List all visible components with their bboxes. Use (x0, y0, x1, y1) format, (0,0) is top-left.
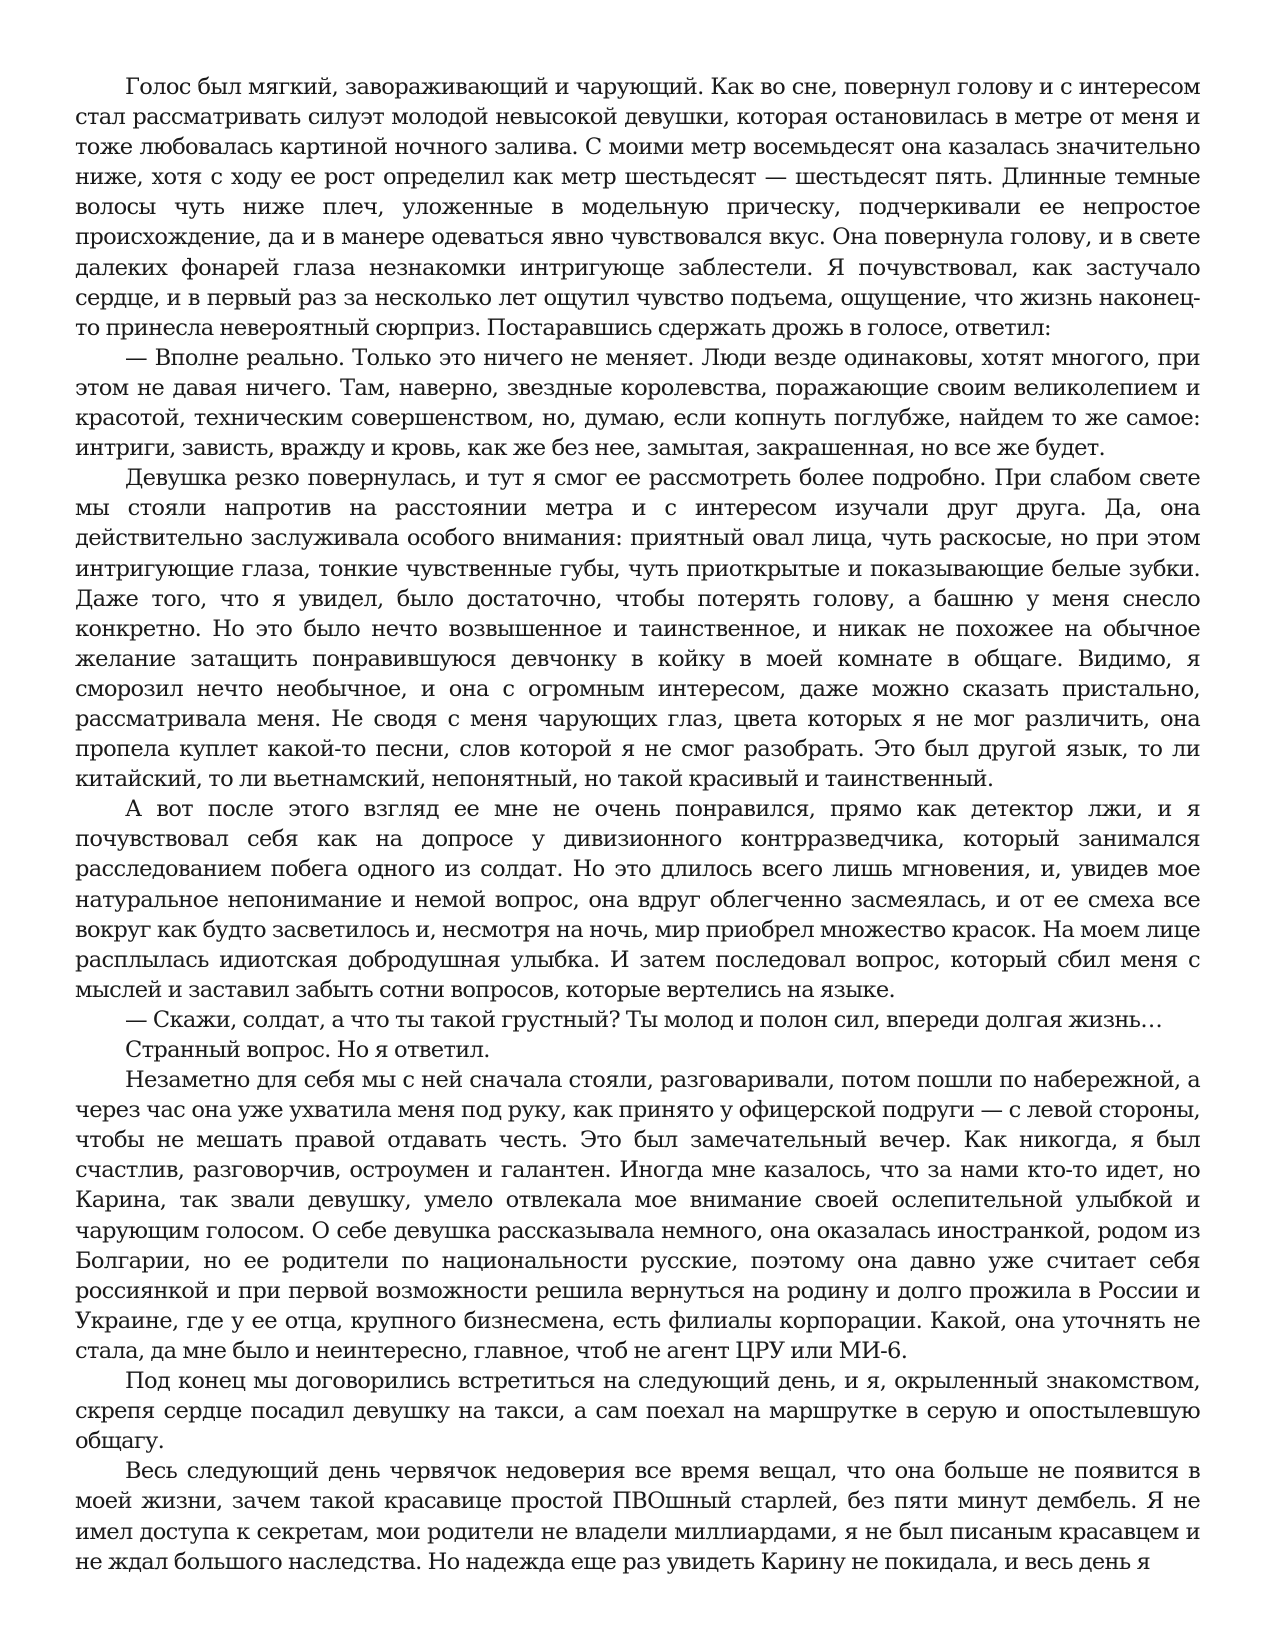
paragraph: Весь следующий день червячок недоверия все время вещал, что она больше не появится в моей жизни, зачем такой красавице простой ПВОшный старлей, без пяти минут дембель. Я не имел доступа к секретам, мои родители не владели миллиардами, я не был писаным красавцем и не ждал большого наследства. Но надежда еще раз увидеть Карину не покидала, и весь день я (75, 1458, 1200, 1575)
paragraph: Голос был мягкий, завораживающий и чарующий. Как во сне, повернул голову и с интересом стал рассматривать силуэт молодой невысокой девушки, которая остановилась в метре от меня и тоже любовалась картиной ночного залива. С моими метр восемьдесят она казалась значительно ниже, хотя с ходу ее рост определил как метр шестьдесят — шестьдесят пять. Длинные темные волосы чуть ниже плеч, уложенные в модельную прическу, подчеркивали ее непростое происхождение, да и в манере одеваться явно чувствовался вкус. Она повернула голову, и в свете далеких фонарей глаза незнакомки интригующе заблестели. Я почувствовал, как застучало сердце, и в первый раз за несколько лет ощутил чувство подъема, ощущение, что жизнь наконец-то принесла невероятный сюрприз. Постаравшись сдержать дрожь в голосе, ответил: (75, 74, 1200, 341)
paragraph: Незаметно для себя мы с ней сначала стояли, разговаривали, потом пошли по набережной, а через час она уже ухватила меня под руку, как принято у офицерской подруги — с левой стороны, чтобы не мешать правой отдавать честь. Это был замечательный вечер. Как никогда, я был счастлив, разговорчив, остроумен и галантен. Иногда мне казалось, что за нами кто-то идет, но Карина, так звали девушку, умело отвлекала мое внимание своей ослепительной улыбкой и чарующим голосом. О себе девушка рассказывала немного, она оказалась иностранкой, родом из Болгарии, но ее родители по национальности русские, поэтому она давно уже считает себя россиянкой и при первой возможности решила вернуться на родину и долго прожила в России и Украине, где у ее отца, крупного бизнесмена, есть филиалы корпорации. Какой, она уточнять не стала, да мне было и неинтересно, главное, чтоб не агент ЦРУ или МИ-6. (75, 1067, 1200, 1364)
paragraph: Странный вопрос. Но я ответил. (125, 1037, 490, 1063)
paragraph: — Скажи, солдат, а что ты такой грустный? Ты молод и полон сил, впереди долгая жизнь… (125, 1006, 1163, 1033)
paragraph: Под конец мы договорились встретиться на следующий день, и я, окрыленный знакомством, скрепя сердце посадил девушку на такси, а сам поехал на маршрутке в серую и опостылевшую общагу. (75, 1368, 1200, 1455)
paragraph: Девушка резко повернулась, и тут я смог ее рассмотреть более подробно. При слабом свете мы стояли напротив на расстоянии метра и с интересом изучали друг друга. Да, она действительно заслуживала особого внимания: приятный овал лица, чуть раскосые, но при этом интригующие глаза, тонкие чувственные губы, чуть приоткрытые и показывающие белые зубки. Даже того, что я увидел, было достаточно, чтобы потерять голову, а башню у меня снесло конкретно. Но это было нечто возвышенное и таинственное, и никак не похожее на обычное желание затащить понравившуюся девчонку в койку в моей комнате в общаге. Видимо, я сморозил нечто необычное, и она с огромным интересом, даже можно сказать пристально, рассматривала меня. Не сводя с меня чарующих глаз, цвета которых я не мог различить, она пропела куплет какой-то песни, слов которой я не смог разобрать. Это был другой язык, то ли китайский, то ли вьетнамский, непонятный, но такой красивый и таинственный. (75, 465, 1200, 793)
document-page (75, 72, 1200, 1577)
paragraph: — Вполне реально. Только это ничего не меняет. Люди везде одинаковы, хотят многого, при этом не давая ничего. Там, наверно, звездные королевства, поражающие своим великолепием и красотой, техническим совершенством, но, думаю, если копнуть поглубже, найдем то же самое: интриги, зависть, вражду и кровь, как же без нее, замытая, закрашенная, но все же будет. (75, 344, 1200, 462)
paragraph: А вот после этого взгляд ее мне не очень понравился, прямо как детектор лжи, и я почувствовал себя как на допросе у дивизионного контрразведчика, который занимался расследованием побега одного из солдат. Но это длилось всего лишь мгновения, и, увидев мое натуральное непонимание и немой вопрос, она вдруг облегченно засмеялась, и от ее смеха все вокруг как будто засветилось и, несмотря на ночь, мир приобрел множество красок. На моем лице расплылась идиотская добродушная улыбка. И затем последовал вопрос, который сбил меня с мыслей и заставил забыть сотни вопросов, которые вертелись на языке. (75, 796, 1200, 1003)
